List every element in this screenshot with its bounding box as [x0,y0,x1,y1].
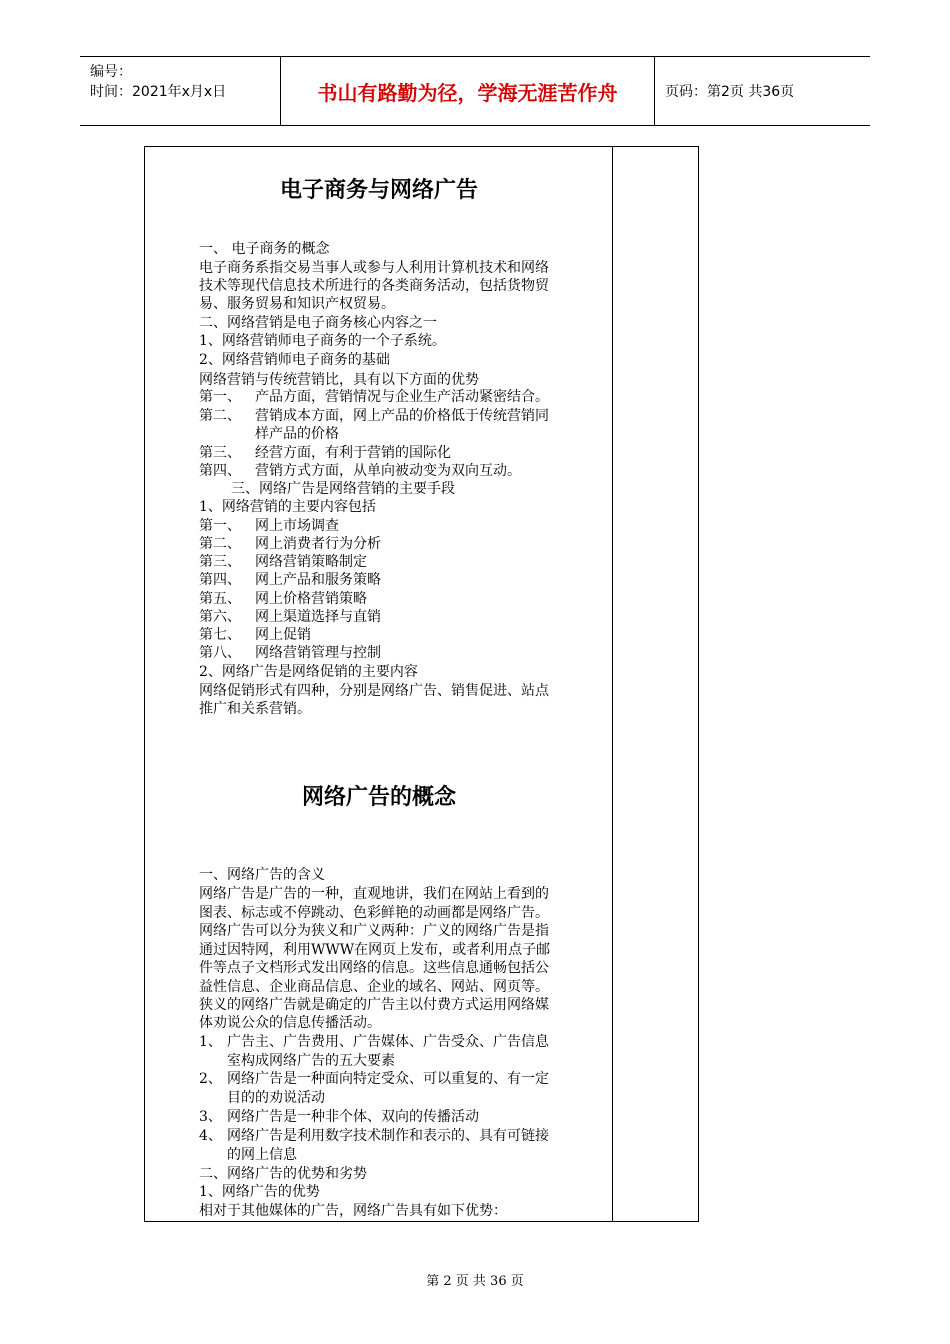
section2-heading-2: 二、网络广告的优势和劣势 [199,1166,367,1182]
paragraph-line: 易、服务贸易和知识产权贸易。 [199,296,395,312]
header-meta [80,57,281,125]
page-label: 页码：第2页 共36页 [665,84,795,100]
numbered-line: 1、网络营销的主要内容包括 [199,499,376,515]
paragraph-line: 推广和关系营销。 [199,701,311,717]
paragraph-line: 网络广告可以分为狭义和广义两种：广义的网络广告是指 [199,923,549,939]
advantage-item: 第四、 营销方式方面，从单向被动变为双向互动。 [199,463,521,479]
content-item: 第五、 网上价格营销策略 [199,591,367,607]
paragraph-line: 网络营销与传统营销比，具有以下方面的优势 [199,372,479,388]
time-label: 时间：2021年x月x日 [90,84,227,100]
numbered-line: 1、网络营销师电子商务的一个子系统。 [199,333,446,349]
paragraph-line: 网络广告是广告的一种，直观地讲，我们在网站上看到的 [199,886,549,902]
content-frame [144,146,699,1222]
section2-title: 网络广告的概念 [301,785,456,810]
content-item: 第一、 网上市场调查 [199,518,339,534]
paragraph-line: 益性信息、企业商品信息、企业的域名、网站、网页等。 [199,979,549,995]
numbered-item: 3、 网络广告是一种非个体、双向的传播活动 [199,1109,479,1125]
paragraph-line: 通过因特网，利用WWW在网页上发布，或者利用点子邮 [199,942,551,958]
header-page-cell [655,57,870,125]
content-item: 第八、 网络营销管理与控制 [199,645,381,661]
advantage-item: 第三、 经营方面，有利于营销的国际化 [199,445,451,461]
paragraph-line: 件等点子文档形式发出网络的信息。这些信息通畅包括公 [199,960,549,976]
paragraph-line: 技术等现代信息技术所进行的各类商务活动，包括货物贸 [199,278,549,294]
page-footer: 第 2 页 共 36 页 [426,1274,524,1289]
numbered-line: 2、网络营销师电子商务的基础 [199,352,390,368]
motto: 书山有路勤为径，学海无涯苦作舟 [317,80,618,105]
header-motto-cell [281,57,655,125]
column-divider [612,147,613,1221]
numbered-item: 4、 网络广告是利用数字技术制作和表示的、具有可链接 [199,1128,549,1144]
numbered-item: 2、 网络广告是一种面向特定受众、可以重复的、有一定 [199,1071,549,1087]
paragraph-line: 图表、标志或不停跳动、色彩鲜艳的动画都是网络广告。 [199,905,549,921]
numbered-item: 1、 广告主、广告费用、广告媒体、广告受众、广告信息 [199,1034,549,1050]
section1-title: 电子商务与网络广告 [279,178,478,203]
advantage-item: 样产品的价格 [255,426,339,442]
content-item: 第三、 网络营销策略制定 [199,554,367,570]
numbered-line: 1、网络广告的优势 [199,1184,320,1200]
content-item: 第六、 网上渠道选择与直销 [199,609,381,625]
numbered-item-cont: 目的的劝说活动 [227,1090,325,1106]
code-label: 编号： [90,64,132,80]
page-header [80,56,870,126]
paragraph-line: 相对于其他媒体的广告，网络广告具有如下优势： [199,1203,507,1219]
content-item: 第七、 网上促销 [199,627,311,643]
section2-heading-1: 一、网络广告的含义 [199,867,325,883]
section1-heading-2: 二、网络营销是电子商务核心内容之一 [199,315,437,331]
numbered-item-cont: 室构成网络广告的五大要素 [227,1053,395,1069]
content-item: 第二、 网上消费者行为分析 [199,536,381,552]
section1-heading-1: 一、 电子商务的概念 [199,241,330,257]
paragraph-line: 狭义的网络广告就是确定的广告主以付费方式运用网络媒 [199,997,549,1013]
paragraph-line: 电子商务系指交易当事人或参与人利用计算机技术和网络 [199,260,549,276]
paragraph-line: 体劝说公众的信息传播活动。 [199,1015,381,1031]
paragraph-line: 网络促销形式有四种，分别是网络广告、销售促进、站点 [199,683,549,699]
advantage-item: 第二、 营销成本方面，网上产品的价格低于传统营销同 [199,408,549,424]
section1-heading-3: 三、网络广告是网络营销的主要手段 [231,481,455,497]
numbered-line: 2、网络广告是网络促销的主要内容 [199,664,418,680]
numbered-item-cont: 的网上信息 [227,1147,297,1163]
advantage-item: 第一、 产品方面，营销情况与企业生产活动紧密结合。 [199,389,549,405]
content-item: 第四、 网上产品和服务策略 [199,572,381,588]
